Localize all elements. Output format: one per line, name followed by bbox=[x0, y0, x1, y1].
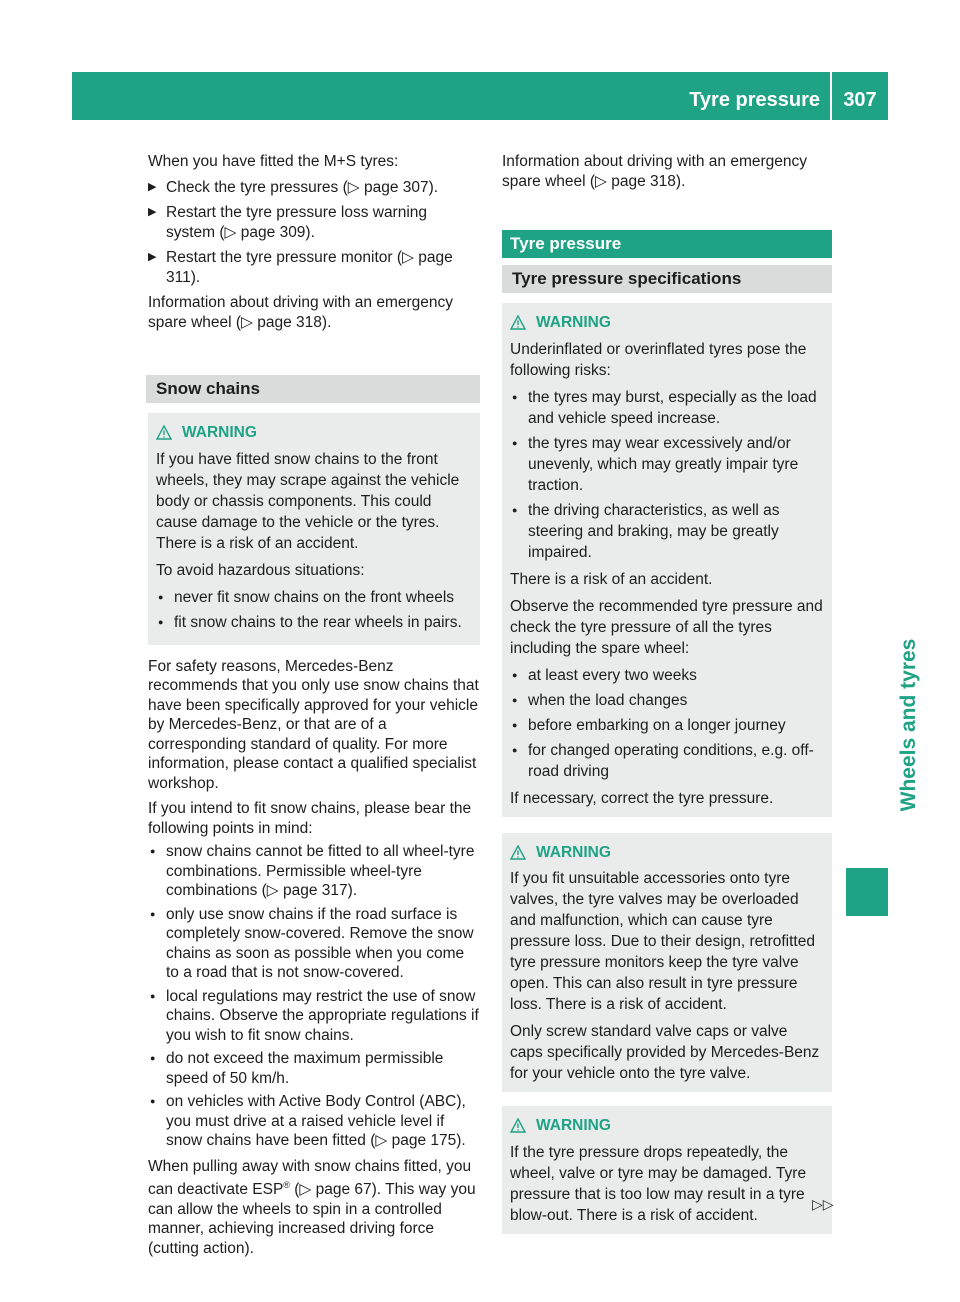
left-column bbox=[148, 152, 480, 1264]
warning-triangle-icon bbox=[156, 425, 172, 440]
body-paragraph: For safety reasons, Mercedes-Benz recommends that you only use snow chains that have been specifically approved for your vehicle by Mercedes-Benz, or that are of a corresponding standard of quality. For more information, please contact a qualified specialist workshop. bbox=[148, 657, 479, 792]
warning-box-snow-chains bbox=[148, 413, 480, 645]
warning-box-pressure-drop bbox=[502, 1106, 832, 1234]
chapter-marker bbox=[846, 868, 888, 916]
right-column bbox=[502, 152, 832, 1246]
step-item: ▶ Restart the tyre pressure monitor (▷ page 311). bbox=[148, 249, 453, 286]
warning-text: To avoid hazardous situations: bbox=[156, 561, 365, 579]
list-item: ● the tyres may burst, especially as the load and vehicle speed increase. bbox=[510, 387, 824, 429]
list-item: ● fit snow chains to the rear wheels in pairs. bbox=[156, 612, 472, 633]
warning-text: If you have fitted snow chains to the front wheels, they may scrape against the vehicle body or chassis components. This could cause damage to the vehicle or the tyres. There is a risk of an accident. bbox=[156, 450, 460, 552]
continue-arrow-icon: ▷▷ bbox=[812, 1196, 834, 1212]
warning-triangle-icon bbox=[510, 1118, 526, 1133]
list-item: ● before embarking on a longer journey bbox=[510, 715, 824, 736]
list-item: ● for changed operating conditions, e.g. off-road driving bbox=[510, 740, 824, 782]
list-item: ● snow chains cannot be fitted to all wheel-tyre combinations. Permissible wheel-tyre combinations (▷ page 317). bbox=[148, 842, 480, 901]
list-item: ● the driving characteristics, as well as steering and braking, may be greatly impaired. bbox=[510, 500, 824, 563]
list-item: ● only use snow chains if the road surface is completely snow-covered. Remove the snow chains as soon as possible when you come to a road that is not snow-covered. bbox=[148, 905, 480, 983]
list-item: ● at least every two weeks bbox=[510, 665, 824, 686]
list-item: ● the tyres may wear excessively and/or unevenly, which may greatly impair tyre traction. bbox=[510, 433, 824, 496]
warning-bullets bbox=[510, 387, 824, 563]
section-heading: Tyre pressure bbox=[502, 230, 832, 258]
mstyres-intro: When you have fitted the M+S tyres: bbox=[148, 153, 399, 170]
emergency-wheel-info: Information about driving with an emergency spare wheel (▷ page 318). bbox=[502, 153, 807, 190]
list-item: ● do not exceed the maximum permissible speed of 50 km/h. bbox=[148, 1049, 480, 1088]
chapter-tab bbox=[846, 600, 920, 850]
warning-text: Observe the recommended tyre pressure and check the tyre pressure of all the tyres including the spare wheel: bbox=[510, 597, 823, 657]
snow-chain-points bbox=[148, 842, 480, 1151]
page-number: 307 bbox=[843, 89, 877, 111]
warning-text: There is a risk of an accident. bbox=[510, 570, 713, 588]
subsection-heading: Tyre pressure specifications bbox=[502, 265, 832, 293]
step-arrow-icon: ▶ bbox=[148, 180, 157, 193]
warning-title: WARNING bbox=[510, 313, 824, 333]
chapter-tab-label: Wheels and tyres bbox=[897, 638, 920, 812]
emergency-wheel-info: Information about driving with an emergency spare wheel (▷ page 318). bbox=[148, 294, 453, 331]
warning-text: Only screw standard valve caps or valve caps specifically provided by Mercedes-Benz for your vehicle onto the tyre valve. bbox=[510, 1023, 820, 1082]
page-title: Tyre pressure bbox=[689, 89, 820, 111]
header-divider bbox=[830, 72, 832, 120]
step-arrow-icon: ▶ bbox=[148, 251, 157, 263]
step-item: ▶ Restart the tyre pressure loss warning system (▷ page 309). bbox=[148, 204, 428, 241]
warning-text: If the tyre pressure drops repeatedly, the wheel, valve or tyre may be damaged. Tyre pressure that is too low may result in a tyre blow-out. There is a risk of accident. bbox=[510, 1143, 807, 1224]
body-paragraph: If you intend to fit snow chains, please bear the following points in mind: bbox=[148, 800, 472, 837]
warning-text: If necessary, correct the tyre pressure. bbox=[510, 789, 774, 807]
list-item: ● local regulations may restrict the use of snow chains. Observe the appropriate regulations if you wish to fit snow chains. bbox=[148, 987, 480, 1046]
warning-triangle-icon bbox=[510, 845, 526, 860]
step-arrow-icon: ▶ bbox=[148, 206, 157, 218]
warning-title: WARNING bbox=[510, 843, 824, 863]
warning-box-valve-accessories bbox=[502, 833, 832, 1093]
list-item: ● on vehicles with Active Body Control (ABC), you must drive at a raised vehicle level if snow chains have been fitted (▷ page 175). bbox=[148, 1092, 480, 1151]
list-item: ● never fit snow chains on the front wheels bbox=[156, 587, 472, 608]
warning-text: If you fit unsuitable accessories onto tyre valves, the tyre valves may be overloaded and malfunction, which can cause tyre pressure loss. Due to their design, retrofitted tyre pressure monitors keep the tyre valve open. This can also result in tyre pressure loss. There is a risk of accident. bbox=[510, 870, 815, 1013]
warning-title: WARNING bbox=[156, 423, 472, 443]
warning-text: Underinflated or overinflated tyres pose the following risks: bbox=[510, 340, 807, 379]
list-item: ● when the load changes bbox=[510, 690, 824, 711]
body-paragraph: When pulling away with snow chains fitted, you can deactivate ESP® (▷ page 67). This way you can allow the wheels to spin in a controlled manner, achieving increased driving force (cutting action). bbox=[148, 1157, 476, 1257]
warning-bullets bbox=[156, 587, 472, 633]
step-item: ▶ Check the tyre pressures (▷ page 307). bbox=[148, 178, 439, 196]
warning-bullets bbox=[510, 665, 824, 782]
warning-triangle-icon bbox=[510, 315, 526, 330]
warning-title: WARNING bbox=[510, 1116, 824, 1136]
warning-box-underinflation bbox=[502, 303, 832, 817]
snow-chains-heading: Snow chains bbox=[146, 375, 480, 403]
